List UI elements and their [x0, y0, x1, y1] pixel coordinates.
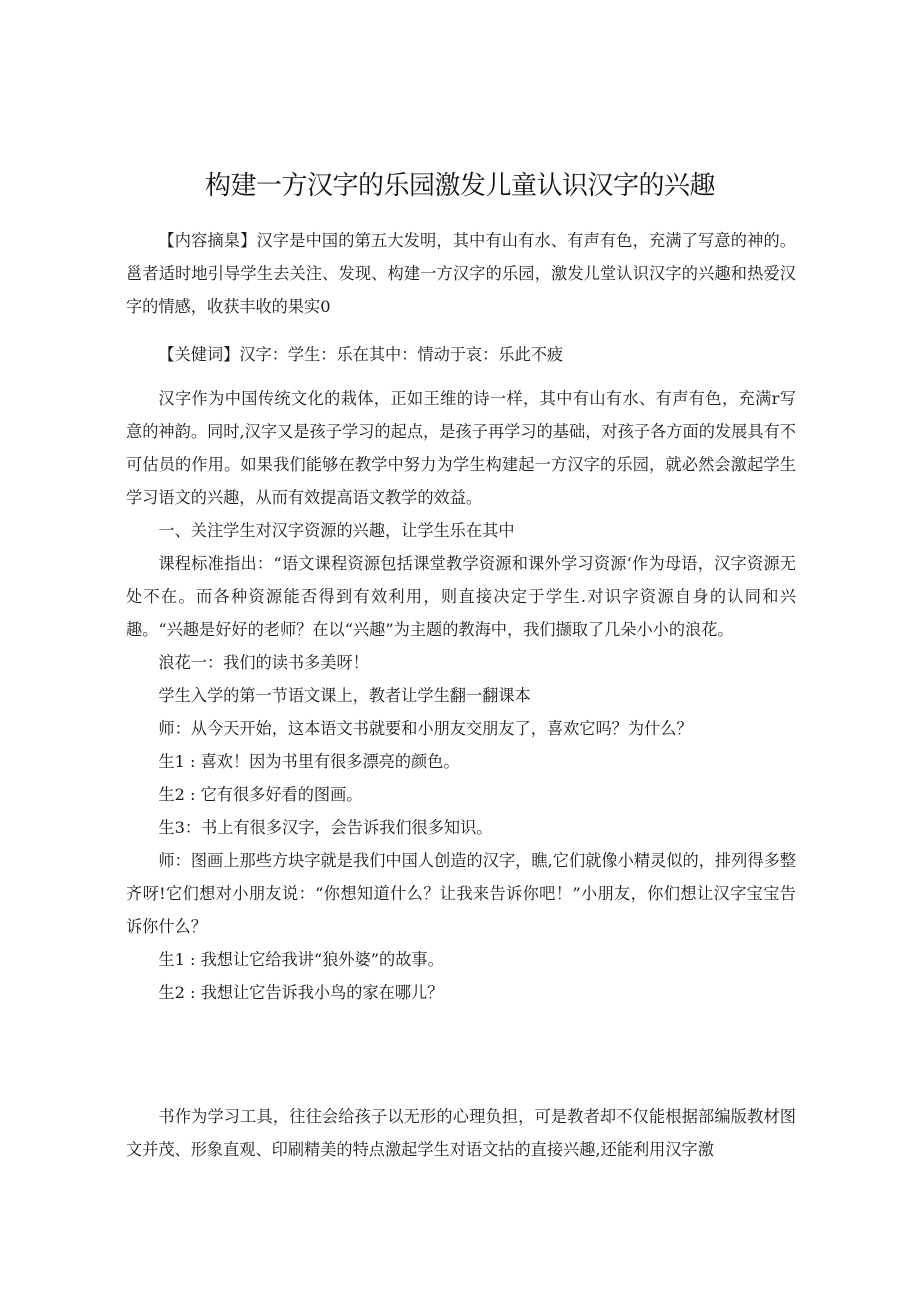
section-paragraph: 课程标准指出：“语文课程资源包括课堂教学资源和课外学习资源‘作为母语，汉字资源无处不在。而各种资源能否得到有效利用，则直接决定于学生.对识字资源自身的认同和兴趣。“兴趣是好好的老师？在以“兴趣”为主题的教海中，我们撷取了几朵小小的浪花。 — [126, 554, 796, 639]
section-heading: 一、关注学生对汉字资源的兴趣，让学生乐在其中 — [158, 521, 515, 540]
closing-block — [126, 1100, 796, 1166]
abstract-paragraph: 【内容摘臬】汉字是中国的第五大发明，其中有山有水、有声有色，充满了写意的神的。邕者适时地引导学生去关注、发现、构建一方汉字的乐园，激发儿堂认识汉字的兴趣和热爱汉字的情感，收获丰收的果实0 — [126, 231, 796, 316]
teacher-question: 师：从今天开始，这本语文书就要和小朋友交朋友了，喜欢它吗？为什么？ — [158, 719, 693, 738]
intro-paragraph: 汉字作为中国传统文化的栽体，正如王维的诗一样，其中有山有水、有声有色，充满r写意的神韵。同时,汉字又是孩子学习的起点，是孩子再学习的基础，对孩子各方面的发展具有不可估员的作用。如果我们能够在教学中努力为学生构建起一方汉字的乐园，就必然会激起学生学习语文的兴趣，从而有效提高语文教学的效益。 — [126, 389, 796, 507]
wave-title: 浪花一：我们的读书多美呀！ — [158, 653, 369, 672]
document-title: 构建一方汉字的乐园激发儿童认识汉字的兴趣 — [204, 171, 715, 201]
keywords-paragraph: 【关健词】汉字：学生：乐在其中：情动于哀：乐此不疲 — [158, 345, 564, 364]
student-answer: 生1 : 喜欢！因为书里有很多漂亮的颜色。 — [158, 752, 460, 771]
teacher-explanation: 师：图画上那些方块字就是我们中国人创造的汉字，瞧,它们就像小精灵似的，排列得多整齐呀!它们想对小朋友说：“你想知道什么？让我来告诉你吧！”小朋友，你们想让汉字宝宝告诉你什么？ — [126, 851, 796, 936]
student-answer: 生3：书上有很多汉字，会告诉我们很多知识。 — [158, 818, 493, 837]
student-answer: 生2 : 它有很多好看的图画。 — [158, 785, 363, 804]
student-answer: 生2 : 我想让它告诉我小鸟的家在哪儿？ — [158, 983, 444, 1002]
closing-paragraph: 书作为学习工具，往往会给孩子以无形的心理负担，可是教者却不仅能根据部编版教材图文并茂、形象直观、印刷精美的特点激起学生对语文拈的直接兴趣,还能利用汉字激 — [126, 1107, 796, 1159]
abstract-block — [126, 224, 796, 323]
wave-intro: 学生入学的第一节语文课上，教者让学生翻一翻课本 — [158, 686, 531, 705]
body-block — [126, 382, 796, 1009]
student-answer: 生1 : 我想让它给我讲“狼外婆”的故事。 — [158, 950, 444, 969]
keywords-block — [126, 338, 796, 371]
